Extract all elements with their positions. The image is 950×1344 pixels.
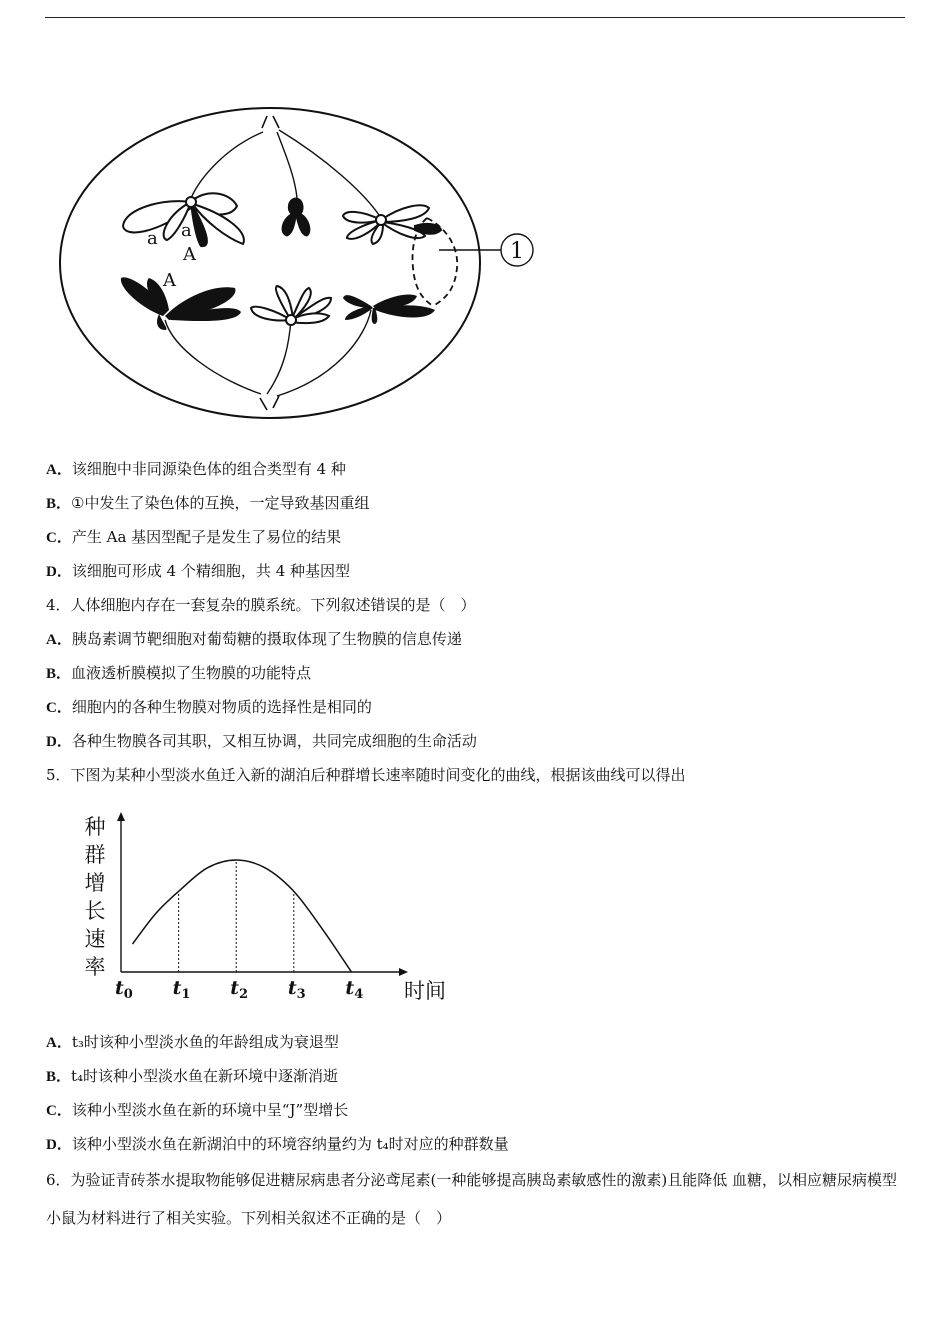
x-tick-base: t	[115, 977, 124, 999]
top-rule	[45, 17, 905, 18]
x-tick-base: t	[172, 977, 182, 999]
x-tick-base: t	[345, 977, 355, 999]
gene-label-A-lower: A	[163, 270, 176, 291]
y-axis-label-char: 速	[84, 927, 106, 951]
q5-stem: 5．下图为某种小型淡水鱼迁入新的湖泊后种群增长速率随时间变化的曲线，根据该曲线可以得出	[46, 766, 686, 784]
q4-option-a: A．胰岛素调节靶细胞对葡萄糖的摄取体现了生物膜的信息传递	[46, 630, 462, 648]
q3-option-b: B．①中发生了染色体的互换，一定导致基因重组	[46, 494, 370, 512]
q5-option-a: A．t₃时该种小型淡水鱼的年龄组成为衰退型	[46, 1033, 339, 1051]
q4-option-d: D．各种生物膜各司其职，又相互协调，共同完成细胞的生命活动	[46, 732, 477, 750]
x-axis-label: 时间	[404, 979, 446, 1003]
x-axis-arrow	[399, 968, 408, 976]
x-tick-subscript: 4	[354, 987, 364, 1002]
gene-label-a-left: a	[147, 228, 158, 249]
x-tick-subscript: 2	[238, 987, 249, 1002]
q6-stem: 6．为验证青砖茶水提取物能够促进糖尿病患者分泌鸢尾素(一种能够提高胰岛素敏感性的激素)且能降低 血糖，以相应糖尿病模型小鼠为材料进行了相关实验。下列相关叙述不正确的是（ ）	[46, 1171, 898, 1227]
x-tick-subscript: 1	[181, 987, 191, 1002]
chromosome-group-bottom-right	[343, 294, 435, 324]
y-axis-label-char: 增	[84, 871, 106, 895]
chromosome-group-bottom-left	[121, 277, 241, 330]
spindle-pole-top	[262, 116, 279, 128]
x-tick-subscript: 3	[296, 987, 306, 1002]
y-axis-label-char: 长	[84, 899, 106, 923]
q3-option-c: C．产生 Aa 基因型配子是发生了易位的结果	[46, 528, 342, 546]
y-axis-label-char: 率	[84, 955, 106, 979]
x-tick-label	[288, 977, 306, 1002]
q5-option-c: C．该种小型淡水鱼在新的环境中呈“J”型增长	[46, 1101, 349, 1119]
x-tick-base: t	[287, 977, 297, 999]
growth-rate-chart	[75, 812, 446, 1017]
chromosome-top-middle	[282, 198, 310, 236]
q5-option-b: B．t₄时该种小型淡水鱼在新环境中逐渐消逝	[46, 1067, 339, 1085]
chromosome-group-top-right	[343, 205, 441, 244]
chromosome-group-bottom-middle	[251, 286, 331, 325]
gene-label-A-upper: A	[183, 244, 196, 265]
y-axis-label-char: 群	[84, 843, 106, 867]
x-tick-base: t	[230, 977, 239, 999]
cell-membrane	[60, 108, 480, 418]
y-axis-arrow	[117, 812, 125, 821]
x-tick-label	[230, 977, 248, 1002]
q3-option-a: A．该细胞中非同源染色体的组合类型有 4 种	[46, 460, 346, 478]
q4-option-b: B．血液透析膜模拟了生物膜的功能特点	[46, 664, 312, 682]
growth-rate-curve	[133, 860, 352, 972]
marker-label: 1	[510, 239, 524, 264]
cell-division-figure	[55, 98, 555, 428]
x-tick-subscript: 0	[123, 987, 133, 1002]
y-axis-label-char: 种	[84, 815, 106, 839]
spindle-fibers	[165, 130, 381, 396]
x-tick-label	[115, 977, 133, 1002]
spindle-pole-bottom	[260, 396, 279, 410]
q4-stem: 4．人体细胞内存在一套复杂的膜系统。下列叙述错误的是（ ）	[46, 596, 476, 614]
q5-option-d: D．该种小型淡水鱼在新湖泊中的环境容纳量约为 t₄时对应的种群数量	[46, 1135, 509, 1153]
q3-option-d: D．该细胞可形成 4 个精细胞，共 4 种基因型	[46, 562, 351, 580]
gene-label-a-right: a	[181, 220, 192, 241]
q4-option-c: C．细胞内的各种生物膜对物质的选择性是相同的	[46, 698, 372, 716]
x-tick-label	[173, 977, 191, 1002]
x-tick-label	[345, 977, 363, 1002]
